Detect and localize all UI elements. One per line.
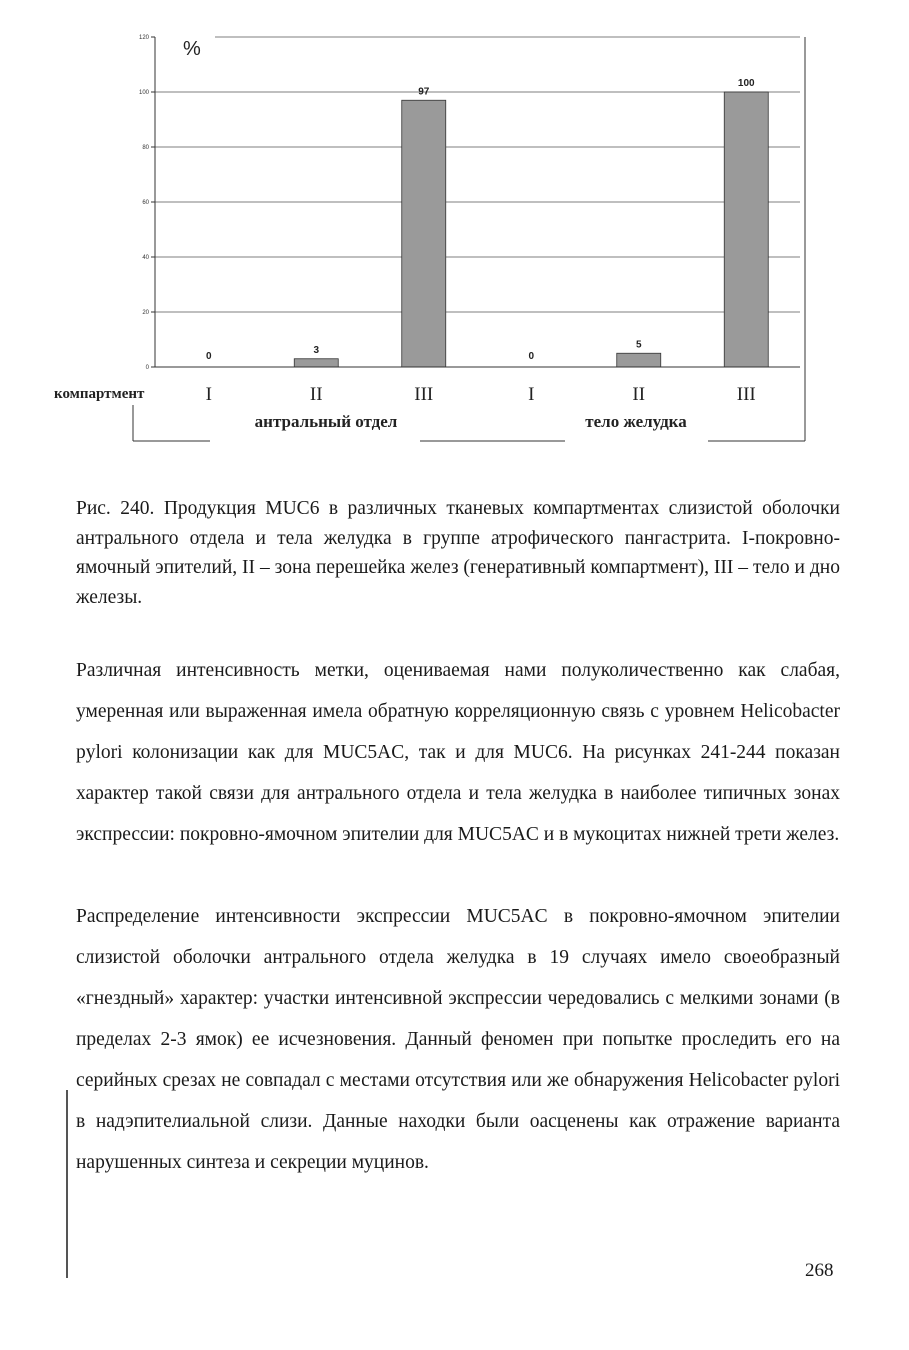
x-tick-label: II bbox=[309, 384, 323, 405]
gridlines bbox=[155, 37, 800, 312]
y-tick-label: 20 bbox=[142, 310, 149, 316]
y-tick-label: 80 bbox=[142, 145, 149, 151]
x-tick-labels bbox=[206, 384, 756, 405]
x-tick-label: III bbox=[414, 384, 434, 405]
value-label: 5 bbox=[635, 339, 642, 351]
y-tick-labels bbox=[139, 35, 155, 371]
x-tick-label: II bbox=[632, 384, 646, 405]
paragraph-2: Распределение интенсивности экспрессии MUC5AC в покровно-ямочном эпителии слизистой оболочки антрального отдела желудка в 19 случаях имело своеобразный «гнездный» характер: участки интенсивной экспрессии чередовались с мелкими зонами (в пределах 2-3 ямок) ее исчезновения. Данный феномен при попытке проследить его на серийных срезах не совпадал с местами отсутствия или же обнаружения Helicobacter pylori в надэпителиальной слизи. Данные находки были оасценены как отражение варианта нарушенных синтеза и секреции муцинов. bbox=[76, 906, 840, 1173]
category-axis-label: компартмент bbox=[54, 386, 145, 402]
y-tick-label: 120 bbox=[138, 35, 149, 41]
bar-chart bbox=[0, 0, 909, 470]
x-tick-label: I bbox=[205, 384, 212, 405]
group-label-body: тело желудка bbox=[585, 412, 687, 431]
bar bbox=[402, 100, 446, 367]
value-label: 3 bbox=[313, 344, 320, 356]
bars bbox=[294, 92, 768, 367]
y-tick-label: 100 bbox=[138, 90, 149, 96]
value-labels bbox=[206, 78, 755, 362]
bar bbox=[724, 92, 768, 367]
y-tick-label: 0 bbox=[145, 365, 149, 371]
page-number: 268 bbox=[805, 1260, 834, 1281]
value-label: 97 bbox=[418, 86, 430, 98]
y-tick-label: 40 bbox=[142, 255, 149, 261]
y-tick-label: 60 bbox=[142, 200, 149, 206]
y-axis-unit: % bbox=[183, 38, 201, 60]
value-label: 100 bbox=[737, 78, 755, 89]
scan-margin-line bbox=[66, 1090, 68, 1278]
x-tick-label: III bbox=[736, 384, 756, 405]
value-label: 0 bbox=[205, 351, 212, 362]
value-label: 0 bbox=[528, 351, 535, 362]
x-tick-label: I bbox=[528, 384, 535, 405]
paragraph-1: Различная интенсивность метки, оцениваемая нами полуколичественно как слабая, умеренная или выраженная имела обратную корреляционную связь с уровнем Helicobacter pylori колонизации как для MUC5AC, так и для MUC6. На рисунках 241-244 показан характер такой связи для антрального отдела и тела желудка в наиболее типичных зонах экспрессии: покровно-ямочном эпителии для MUC5AC и в мукоцитах нижней трети желез. bbox=[76, 660, 840, 845]
figure-caption: Рис. 240. Продукция MUC6 в различных тканевых компартментах слизистой оболочки антрального отдела и тела желудка в группе атрофического пангастрита. I-покровно-ямочный эпителий, II – зона перешейка желез (генеративный компартмент), III – тело и дно железы. bbox=[76, 498, 840, 608]
group-label-antral: антральный отдел bbox=[254, 412, 398, 431]
bar bbox=[294, 359, 338, 367]
bar bbox=[617, 353, 661, 367]
